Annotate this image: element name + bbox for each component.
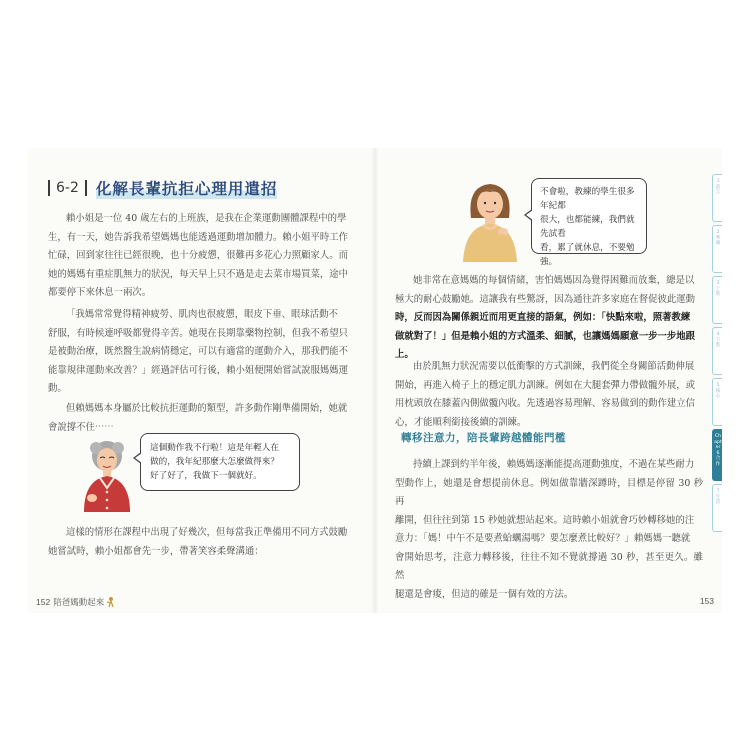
text-line: 心，才能順利銜接後續的訓練。	[395, 416, 527, 428]
text-line-bold: 做就對了！」但是賴小姐的方式溫柔、細膩，也讓媽媽願意一步一步地跟	[395, 330, 696, 342]
text-line-bold: 時，反而因為關係親近而用更直接的語氣，例如：「快點來啦，照著教練	[395, 312, 691, 323]
text-line: 能靠規律運動來改善？」經過評估可行後，賴小姐便開始嘗試說服媽媽運	[48, 364, 349, 376]
bubble-line: 看，累了就休息，不要勉強。	[540, 243, 635, 267]
paragraph-distraction	[395, 456, 703, 604]
chapter-tab[interactable]	[712, 378, 722, 426]
text-line: 「我媽常常覺得精神疲勞、肌肉也很疲憊，眼皮下垂、眼球活動不	[66, 309, 338, 320]
text-line: 生，有一天，她告訴我希望媽媽也能透過運動增加體力。賴小姐平時工作	[48, 231, 349, 243]
book-spread	[28, 148, 722, 613]
text-line: 腿還是會痠，但這的確是一個有效的方法。	[395, 588, 574, 600]
paragraph-quote	[48, 306, 356, 399]
bubble-line: 不會啦，教練的學生很多年紀都	[540, 187, 635, 211]
chapter-tab-label: 3 上肢	[715, 281, 721, 297]
text-line: 是被動治療，既然醫生說病情穩定，可以有適當的運動介入，那我們能不	[48, 346, 349, 357]
book-logo-icon	[106, 596, 116, 608]
text-line: 持續上課到約半年後，賴媽媽逐漸能提高運動強度，不過在某些耐力	[413, 459, 695, 470]
paragraph-patience	[395, 272, 703, 365]
chapter-tab[interactable]	[712, 225, 722, 273]
daughter-illustration	[457, 178, 523, 262]
text-line: 這樣的情形在課程中出現了好幾次，但每當我正準備用不同方式鼓勵	[66, 527, 348, 538]
left-page	[28, 148, 375, 613]
chapter-tabs	[712, 174, 722, 535]
text-line: 意力：「媽！中午不是要煮蛤蠣湯嗎？要怎麼煮比較好？」賴媽媽一聽就	[395, 533, 691, 544]
text-line: 忙碌，回到家往往已經很晚，也十分疲憊，很難再多花心力照顧家人。而	[48, 250, 349, 261]
left-footer	[36, 596, 116, 608]
text-line-bold: 上。	[395, 349, 414, 360]
page-number-right: 153	[699, 596, 714, 606]
paragraph-intro	[48, 210, 356, 303]
chapter-tab-active[interactable]	[712, 429, 722, 481]
text-line: 開始，再進入椅子上的穩定肌力訓練。例如在大腿套彈力帶做髖外展，或	[395, 379, 696, 391]
text-line: 會開始思考，注意力轉移後，往往不知不覺就撐過 30 秒，甚至更久。雖然	[395, 551, 703, 581]
bubble-line: 做的，我年紀那麼大怎麼做得來？	[150, 457, 279, 467]
chapter-tab[interactable]	[712, 276, 722, 324]
chapter-tab-label: 4 下肢	[715, 332, 721, 348]
chapter-tab[interactable]	[712, 327, 722, 375]
book-gutter	[371, 148, 379, 613]
paragraph-situation	[48, 524, 356, 561]
daughter-speech-bubble	[531, 178, 647, 267]
chapter-tab-label-active: Chapter 6 合作	[714, 434, 722, 467]
chapter-tab-label: 5 核心	[715, 383, 721, 399]
text-line: 但賴媽媽本身屬於比較抗拒運動的類型，許多動作剛準備開始，她就	[66, 403, 348, 414]
text-line: 離開，但往往到第 15 秒她就想站起來。這時賴小姐就會巧妙轉移她的注	[395, 514, 695, 526]
text-line: 她非常在意媽媽的每個情緒，害怕媽媽因為覺得困難而放棄，總是以	[413, 275, 695, 286]
text-line: 型動作上，她還是會想提前休息。例如做靠牆深蹲時，目標是停留 30 秒再	[395, 477, 703, 507]
text-line: 舒服，有時候連呼吸都覺得辛苦。她現在長期靠藥物控制，但我不希望只	[48, 327, 349, 339]
text-line: 會說撐不住⋯⋯	[48, 421, 114, 433]
text-line: 她的媽媽有重症肌無力的狀況，每天早上只不過是走去菜市場買菜，途中	[48, 268, 349, 280]
page-number-left: 152	[36, 597, 51, 607]
chapter-tab-label: 1 前言	[715, 179, 721, 195]
book-title-footer: 陪爸媽動起來	[53, 598, 105, 608]
text-line: 動。	[48, 383, 67, 394]
right-page	[375, 148, 722, 613]
text-line: 用枕頭放在膝蓋內側做髖內收。先透過容易理解、容易做到的動作建立信	[395, 398, 696, 409]
paragraph-resistance	[48, 400, 356, 437]
bubble-line: 這個動作我不行啦！這是年輕人在	[150, 443, 279, 453]
text-line: 她嘗試時，賴小姐都會先一步，帶著笑容柔聲溝通：	[48, 545, 264, 557]
chapter-tab-label: 7 生活	[715, 489, 721, 505]
paragraph-training	[395, 358, 703, 432]
section-title: 化解長輩抗拒心理用遣招	[96, 177, 278, 199]
subsection-heading: 轉移注意力，陪長輩跨越體能門檻	[401, 432, 566, 444]
text-line: 極大的耐心鼓勵她。這讓我有些驚訝，因為通往許多家庭在督促彼此運動	[395, 293, 696, 305]
bubble-line: 很大，也都能練，我們就先試看	[540, 215, 635, 239]
section-heading	[48, 176, 277, 200]
text-line: 都要停下來休息一兩次。	[48, 287, 152, 298]
chapter-tab[interactable]	[712, 484, 722, 532]
text-line: 賴小姐是一位 40 歲左右的上班族，是我在企業運動團體課程中的學	[66, 213, 347, 224]
chapter-tab[interactable]	[712, 174, 722, 222]
section-number: 6-2	[48, 180, 87, 196]
text-line: 由於肌無力狀況需要以低衝擊的方式訓練，我們從全身關節活動伸展	[413, 361, 695, 372]
bubble-line: 好了好了，我做下一個就好。	[150, 471, 262, 481]
elderly-woman-illustration	[78, 438, 136, 512]
mother-speech-bubble	[140, 433, 300, 491]
chapter-tab-label: 2 準備	[715, 230, 721, 246]
